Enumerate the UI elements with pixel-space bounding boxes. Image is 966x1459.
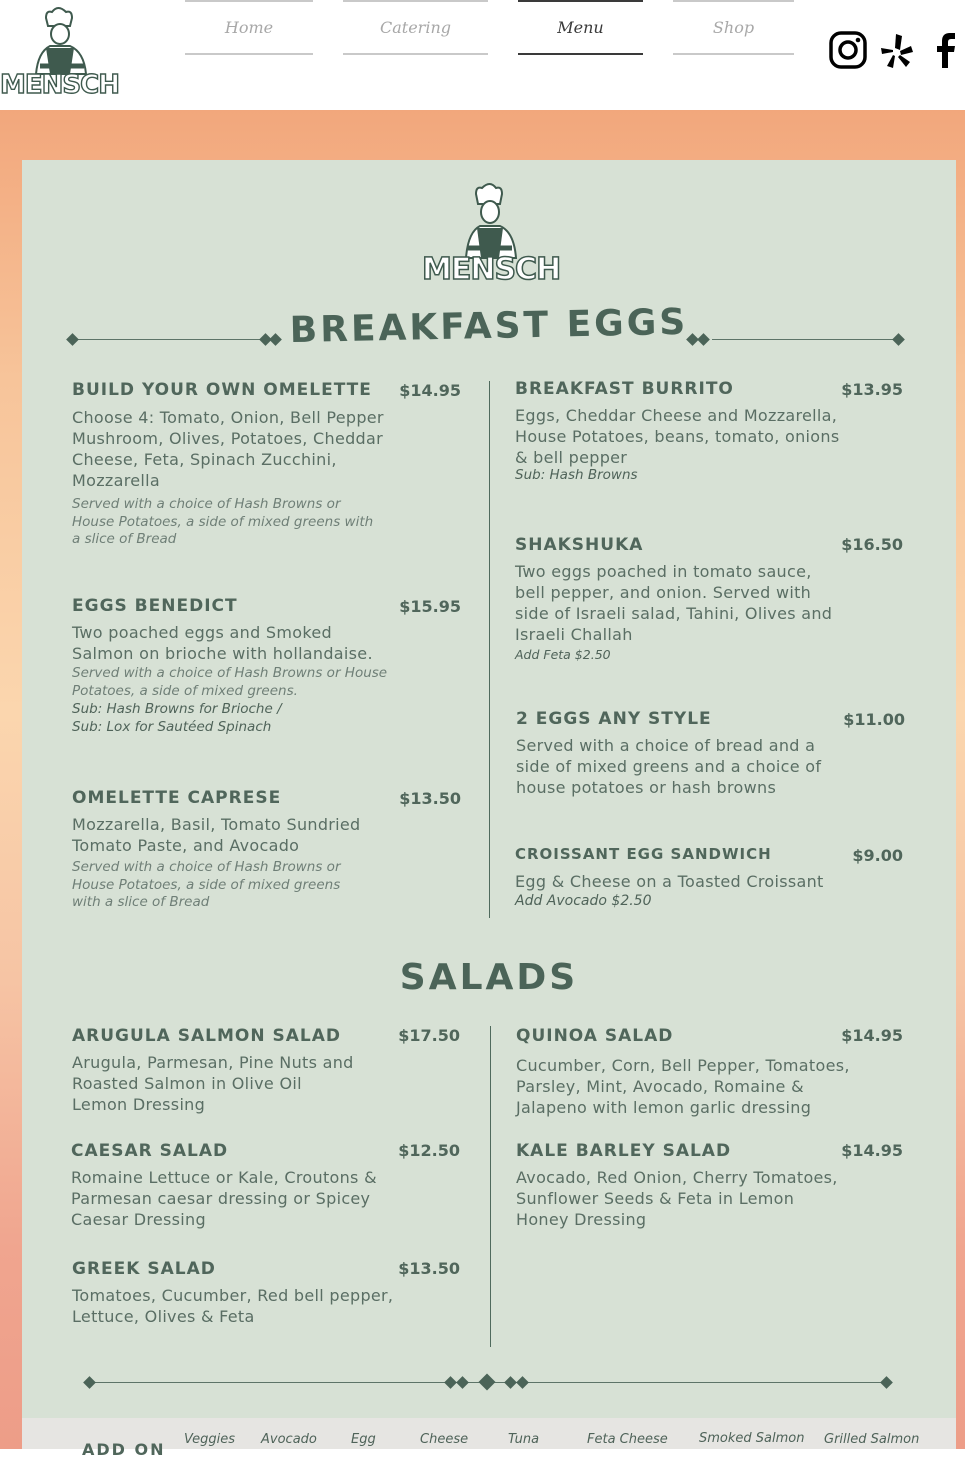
menu-item-description: Choose 4: Tomato, Onion, Bell Pepper Mushroom, Olives, Potatoes, Cheddar Cheese, Feta, Spinach Zucchini, Mozzarella xyxy=(72,408,384,490)
divider-ornament xyxy=(83,1376,96,1389)
menu-item-price: $16.50 xyxy=(841,535,903,554)
menu-item-name: KALE BARLEY SALAD xyxy=(516,1141,732,1161)
menu-item-description: Tomatoes, Cucumber, Red bell pepper, Lettuce, Olives & Feta xyxy=(72,1286,394,1326)
nav-shop[interactable]: Shop xyxy=(673,0,794,55)
divider-ornament xyxy=(444,1376,457,1389)
divider-ornament xyxy=(516,1376,529,1389)
menu-item-description: Served with a choice of bread and a side of mixed greens and a choice of house potatoes or hash browns xyxy=(516,736,822,797)
menu-item-note: Served with a choice of Hash Browns or House Potatoes, a side of mixed greens. xyxy=(72,665,388,699)
menu-item-price: $15.95 xyxy=(399,597,461,616)
menu-item-name: SHAKSHUKA xyxy=(515,535,644,555)
menu-item-price: $14.95 xyxy=(399,381,461,400)
nav-menu[interactable]: Menu xyxy=(518,0,643,55)
addon-option: Smoked Salmon xyxy=(699,1431,805,1446)
menu-item-substitution: Sub: Hash Browns xyxy=(515,467,638,483)
menu-item-note: Served with a choice of Hash Browns or House Potatoes, a side of mixed greens with a slice of Bread xyxy=(72,496,374,547)
menu-card xyxy=(22,160,956,1459)
menu-item-price: $17.50 xyxy=(398,1026,460,1045)
menu-item-name: ARUGULA SALMON SALAD xyxy=(72,1026,341,1046)
yelp-icon[interactable] xyxy=(878,30,918,70)
menu-item-price: $13.95 xyxy=(841,380,903,399)
menu-item-name: BREAKFAST BURRITO xyxy=(515,379,734,399)
menu-item-name: CAESAR SALAD xyxy=(71,1141,229,1161)
menu-item-description: Romaine Lettuce or Kale, Croutons & Parmesan caesar dressing or Spicey Caesar Dressing xyxy=(71,1168,377,1229)
card-logo-wordmark: MENSCH xyxy=(422,252,561,287)
menu-item-addon: Add Feta $2.50 xyxy=(515,647,611,662)
instagram-icon[interactable] xyxy=(828,30,868,70)
addon-option: Avocado xyxy=(261,1432,317,1447)
menu-item-price: $13.50 xyxy=(398,1259,460,1278)
menu-item-substitution: Sub: Hash Browns for Brioche / Sub: Lox for Sautéed Spinach xyxy=(72,701,282,735)
menu-item-name: QUINOA SALAD xyxy=(516,1026,674,1046)
menu-item-note: Served with a choice of Hash Browns or House Potatoes, a side of mixed greens with a slice of Bread xyxy=(72,859,341,910)
menu-item-price: $13.50 xyxy=(399,789,461,808)
menu-item-description: Avocado, Red Onion, Cherry Tomatoes, Sunflower Seeds & Feta in Lemon Honey Dressing xyxy=(516,1168,838,1229)
addon-option: Egg xyxy=(351,1432,376,1447)
menu-item-price: $14.95 xyxy=(841,1141,903,1160)
column-divider xyxy=(490,1026,491,1347)
menu-item-description: Arugula, Parmesan, Pine Nuts and Roasted Salmon in Olive Oil Lemon Dressing xyxy=(72,1053,354,1114)
logo-wordmark: MENSCH xyxy=(0,70,119,100)
menu-item-price: $12.50 xyxy=(398,1141,460,1160)
facebook-icon[interactable] xyxy=(926,30,966,70)
menu-item-description: Two eggs poached in tomato sauce, bell pepper, and onion. Served with side of Israeli salad, Tahini, Olives and Israeli Challah xyxy=(515,562,833,644)
menu-item-addon: Add Avocado $2.50 xyxy=(515,893,652,909)
menu-item-description: Egg & Cheese on a Toasted Croissant xyxy=(515,872,824,891)
menu-item-name: GREEK SALAD xyxy=(72,1259,216,1279)
menu-item-price: $14.95 xyxy=(841,1026,903,1045)
menu-item-price: $11.00 xyxy=(843,710,905,729)
addon-option: Grilled Salmon xyxy=(824,1432,920,1447)
addon-option: Veggies xyxy=(184,1432,236,1447)
addon-bar xyxy=(22,1418,956,1459)
divider-ornament xyxy=(479,1374,496,1391)
menu-item-name: EGGS BENEDICT xyxy=(72,596,238,616)
menu-item-description: Mozzarella, Basil, Tomato Sundried Tomato Paste, and Avocado xyxy=(72,815,361,855)
menu-item-price: $9.00 xyxy=(852,846,903,865)
divider-ornament xyxy=(880,1376,893,1389)
menu-item-description: Cucumber, Corn, Bell Pepper, Tomatoes, Parsley, Mint, Avocado, Romaine & Jalapeno with lemon garlic dressing xyxy=(516,1056,850,1117)
divider-ornament xyxy=(456,1376,469,1389)
menu-item-name: BUILD YOUR OWN OMELETTE xyxy=(72,380,372,400)
divider-ornament xyxy=(504,1376,517,1389)
nav-catering[interactable]: Catering xyxy=(343,0,488,55)
addon-option: Feta Cheese xyxy=(587,1432,668,1447)
menu-item-name: CROISSANT EGG SANDWICH xyxy=(515,845,772,863)
column-divider xyxy=(489,381,490,918)
section-title-salads: SALADS xyxy=(399,957,579,998)
menu-item-description: Two poached eggs and Smoked Salmon on brioche with hollandaise. xyxy=(72,623,373,663)
menu-item-description: Eggs, Cheddar Cheese and Mozzarella, House Potatoes, beans, tomato, onions & bell pepper xyxy=(515,406,840,467)
mensch-logo[interactable] xyxy=(0,4,119,100)
nav-home[interactable]: Home xyxy=(185,0,313,55)
addon-option: Tuna xyxy=(508,1432,540,1447)
menu-item-name: 2 EGGS ANY STYLE xyxy=(516,709,712,729)
menu-item-name: OMELETTE CAPRESE xyxy=(72,788,282,808)
addon-label: ADD ON xyxy=(82,1440,166,1459)
section-title-breakfast: BREAKFAST EGGS xyxy=(289,301,689,352)
site-header xyxy=(0,0,965,110)
addon-option: Cheese xyxy=(420,1432,469,1447)
